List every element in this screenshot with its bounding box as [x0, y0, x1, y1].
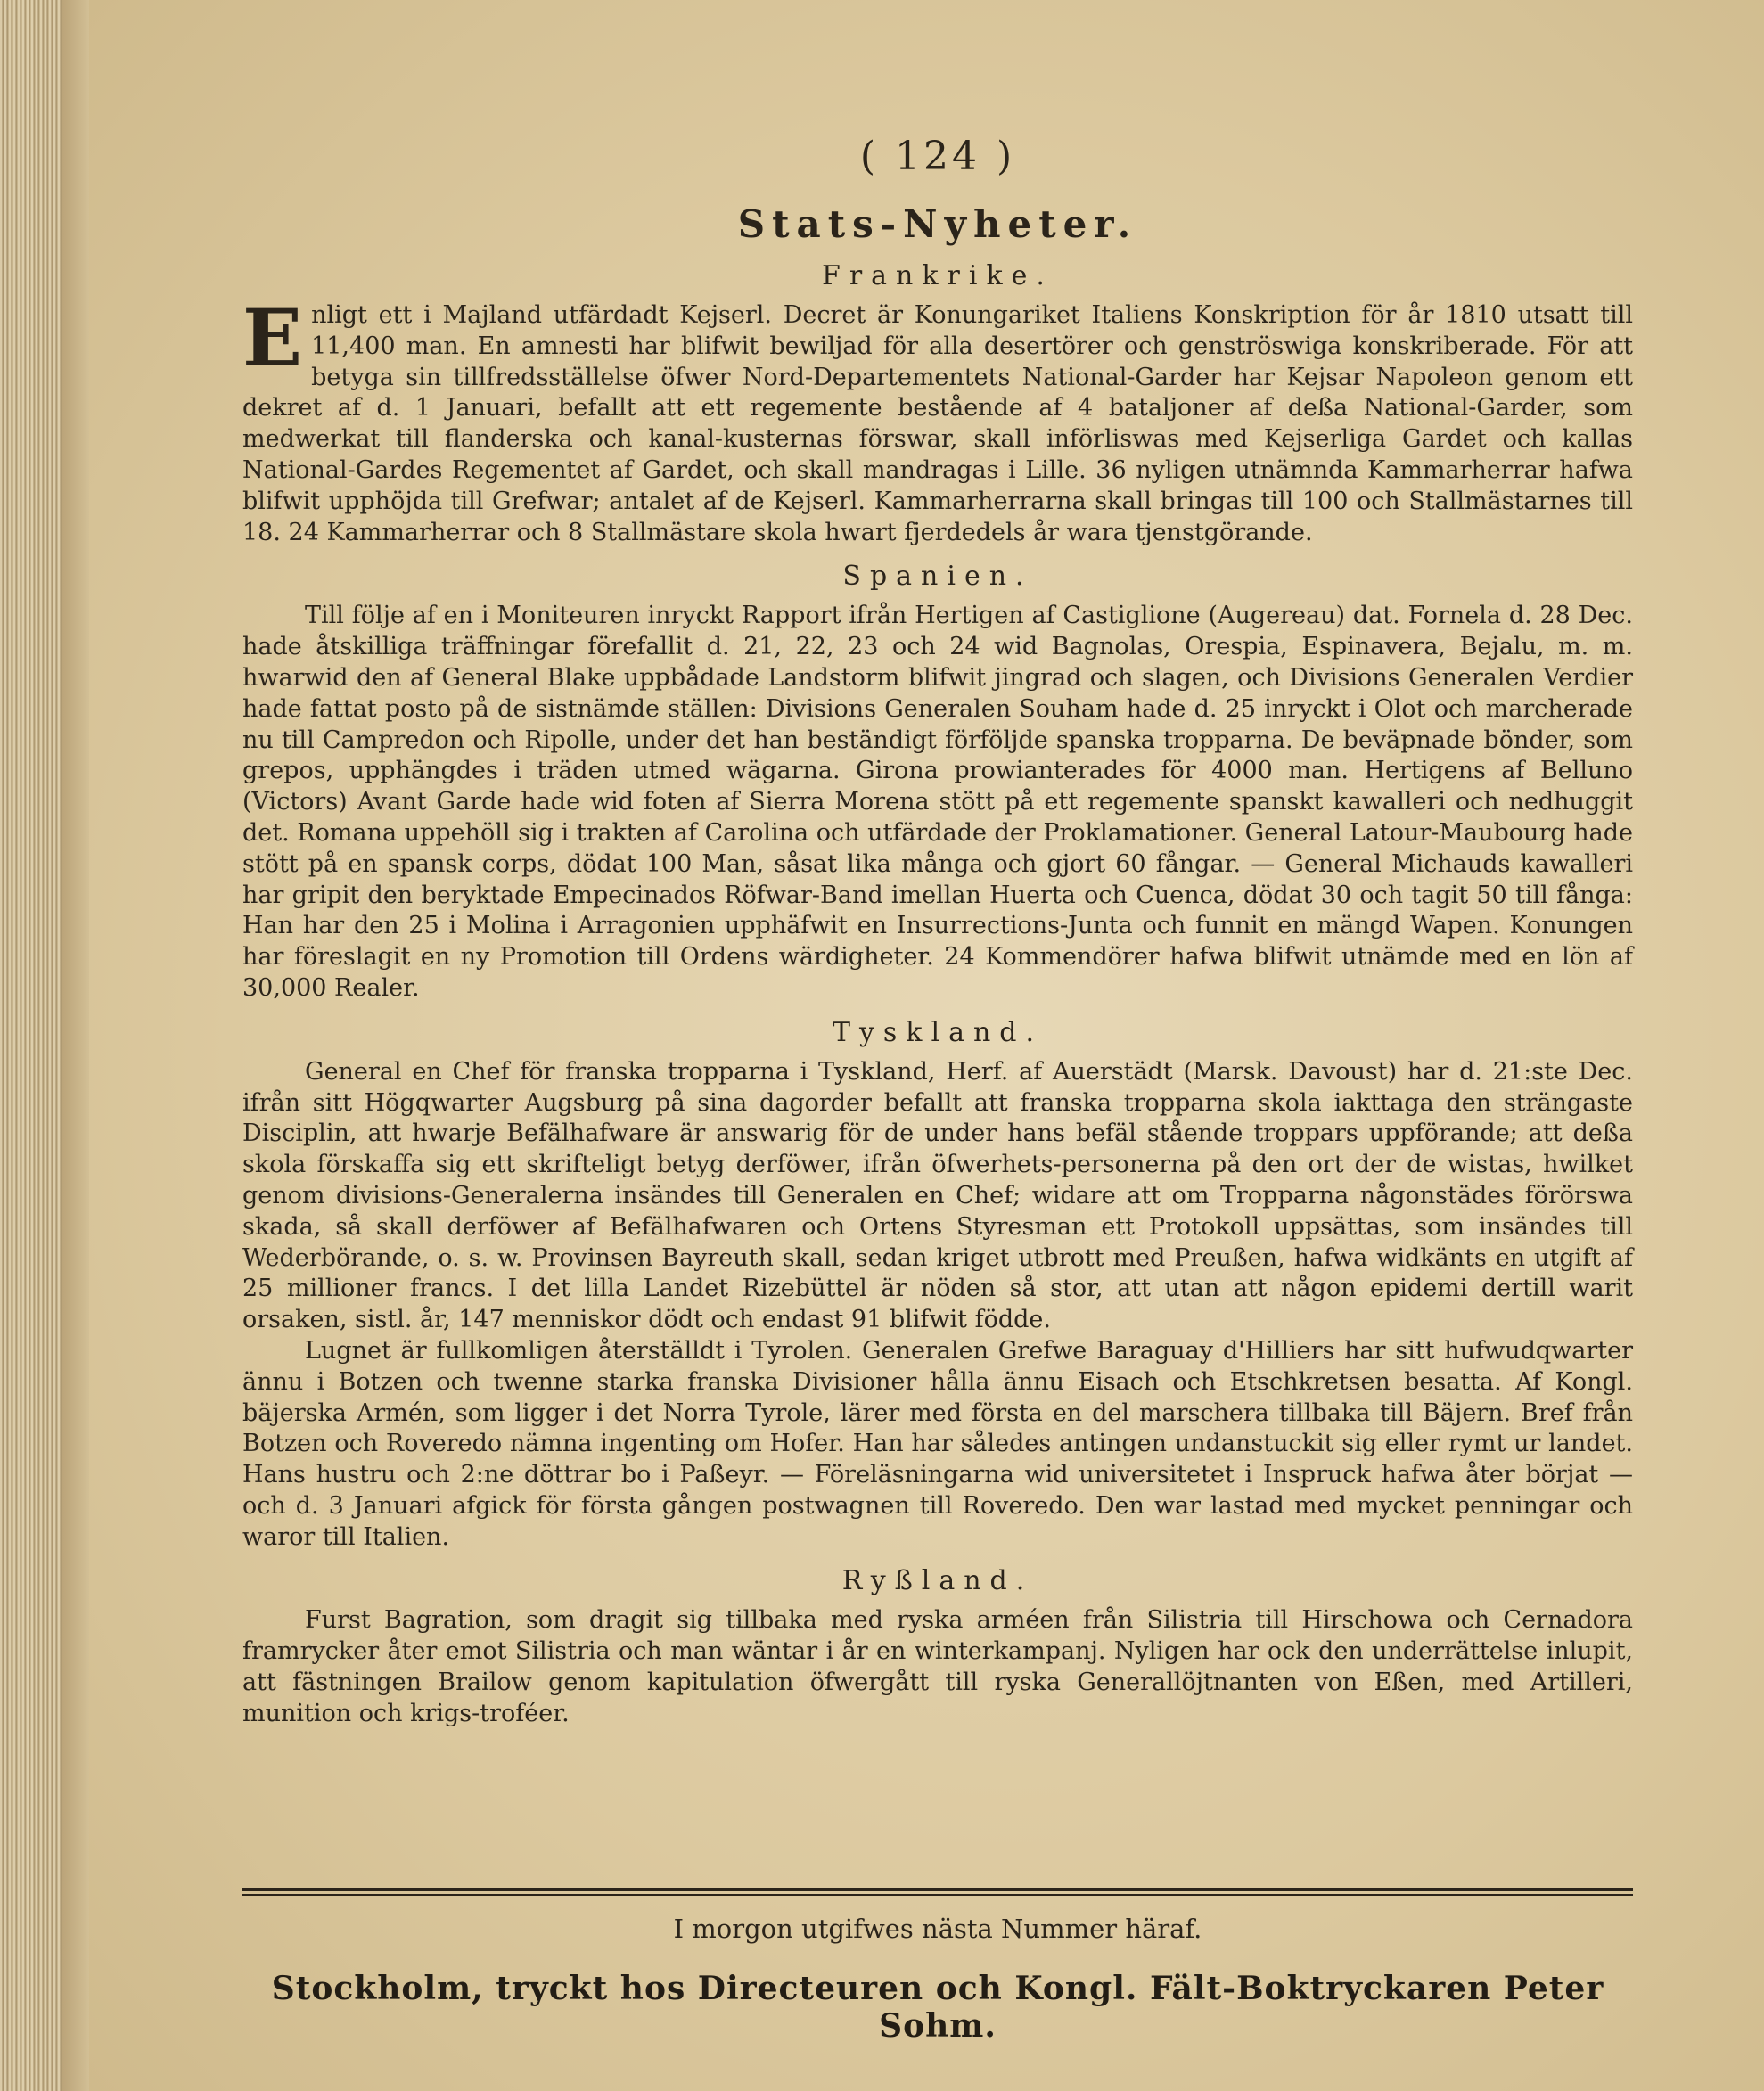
closing-rule-area — [242, 1888, 1633, 1944]
article-frankrike — [242, 291, 1633, 548]
article-spanien: Till följe af en i Moniteuren inryckt Rapport ifrån Hertigen af Castiglione (Augereau) dat. Fornela d. 28 Dec. hade åtskilliga träffningar förefallit d. 21, 22, 23 och 24 wid Bagnolas, Orespia, Espinavera, Bejalu, m. m. hwarwid den af General Blake uppbådade Landstorm blifwit jingrad och slagen, och Divisions Generalen Verdier hade fattat posto på de sistnämde ställen: Divisions Generalen Souham hade d. 25 inryckt i Olot och marcherade nu till Campredon och Ripolle, under det han beständigt förföljde spanska tropparna. De beväpnade bönder, som grepos, upphängdes i träden utmed wägarna. Girona prowianterades för 4000 man. Hertigens af Belluno (Victors) Avant Garde hade wid foten af Sierra Morena stött på ett regemente spanskt kawalleri och nedhuggit det. Romana uppehöll sig i trakten af Carolina och utfärdade der Proklamationer. General Latour-Maubourg hade stött på en spansk corps, dödat 100 Man, såsat lika många och gjort 60 fångar. — General Michauds kawalleri har gripit den beryktade Empecinados Röfwar-Band imellan Huerta och Cuenca, dödat 30 och tagit 50 till fånga: Han har den 25 i Molina i Arragonien upphäfwit en Insurrections-Junta och funnit en mängd Wapen. Konungen har föreslagit en ny Promotion till Ordens wärdigheter. 24 Kommendörer hafwa blifwit utnämde med en lön af 30,000 Realer. — [242, 602, 1633, 1002]
thin-rule — [242, 1894, 1633, 1896]
article-frankrike-text: nligt ett i Majland utfärdadt Kejserl. Decret är Konungariket Italiens Konskription för år 1810 utsatt till 11,400 man. En amnesti har blifwit bewiljad för alla desertörer och genströswiga konskriberade. För att betyga sin tillfredsställelse öfwer Nord-Departementets National-Garder har Kejsar Napoleon genom ett dekret af d. 1 Januari, befallt att ett regemente bestående af 4 bataljoner af deßa National-Garder, som medwerkat till flanderska och kanal-kusternas förswar, skall införliswas med Kejserliga Gardet och kallas National-Gardes Regementet af Gardet, och skall mandragas i Lille. 36 nyligen utnämnda Kammarherrar hafwa blifwit upphöjda till Grefwar; antalet af de Kejserl. Kammarherrarna skall bringas till 100 och Stallmästarnes till 18. 24 Kammarherrar och 8 Stallmästare skola hwart fjerdedels år wara tjenstgörande. — [242, 301, 1633, 546]
section-title: Stats-Nyheter. — [737, 202, 1138, 246]
article-tyrolen: Lugnet är fullkomligen återställdt i Tyrolen. Generalen Grefwe Baraguay d'Hilliers har sitt hufwudqwarter ännu i Botzen och twenne starka franska Divisioner hålla ännu Eisach och Etschkretsen besatta. Af Kongl. bäjerska Armén, som ligger i det Norra Tyrole, lärer med första en del marschera tillbaka till Bäjern. Bref från Botzen och Roveredo nämna ingenting om Hofer. Han har således antingen undanstuckit sig eller rymt ur landet. Hans hustru och 2:ne döttrar bo i Paßeyr. — Föreläsningarna wid universitetet i Inspruck hafwa åter börjat — och d. 3 Januari afgick för första gången postwagnen till Roveredo. Den war lastad med mycket penningar och waror till Italien. — [242, 1336, 1633, 1551]
page-content — [242, 134, 1633, 1730]
page-edges — [0, 0, 62, 2091]
article-ryssland: Furst Bagration, som dragit sig tillbaka med ryska arméen från Silistria till Hirschowa och Cernadora framrycker åter emot Silistria och man wäntar i år en winterkampanj. Nyligen har ock den underrättelse inlupit, att fästningen Brailow genom kapitulation öfwergått till ryska Generallöjtnanten von Eßen, med Artilleri, munition och krigs-troféer. — [242, 1606, 1633, 1727]
heading-tyskland: Tyskland. — [832, 1016, 1044, 1048]
drop-cap: E — [242, 291, 303, 384]
imprint-line: Stockholm, tryckt hos Directeuren och Kongl. Fält-Boktryckaren Peter Sohm. — [271, 1970, 1604, 2045]
heading-frankrike: Frankrike. — [822, 260, 1054, 291]
heading-spanien: Spanien. — [842, 561, 1033, 593]
next-issue-notice: I morgon utgifwes nästa Nummer häraf. — [673, 1914, 1202, 1944]
thick-rule — [242, 1888, 1633, 1891]
page-number: ( 124 ) — [859, 134, 1016, 179]
heading-ryssland: Ryßland. — [841, 1565, 1034, 1597]
article-tyskland: General en Chef för franska tropparna i Tyskland, Herf. af Auerstädt (Marsk. Davoust) har d. 21:ste Dec. ifrån sitt Högqwarter Augsburg på sina dagorder befallt att franska tropparna skola iakttaga den strängaste Disciplin, att hwarje Befälhafware är answarig för de under hans befäl stående troppars uppförande; att deßa skola förskaffa sig ett skrifteligt betyg derföwer, ifrån öfwerhets-personerna på den ort der de wistas, hwilket genom divisions-Generalerna insändes till Generalen en Chef; widare att om Tropparna någonstädes förörswa skada, så skall derföwer af Befälhafwaren och Ortens Styresman ett Protokoll uppsättas, som insändes till Wederbörande, o. s. w. Provinsen Bayreuth skall, sedan kriget utbrott med Preußen, hafwa widkänts en utgift af 25 millioner francs. I det lilla Landet Rizebüttel är nöden så stor, att utan att någon epidemi dertill warit orsaken, sistl. år, 147 menniskor dödt och endast 91 blifwit födde. — [242, 1057, 1633, 1334]
